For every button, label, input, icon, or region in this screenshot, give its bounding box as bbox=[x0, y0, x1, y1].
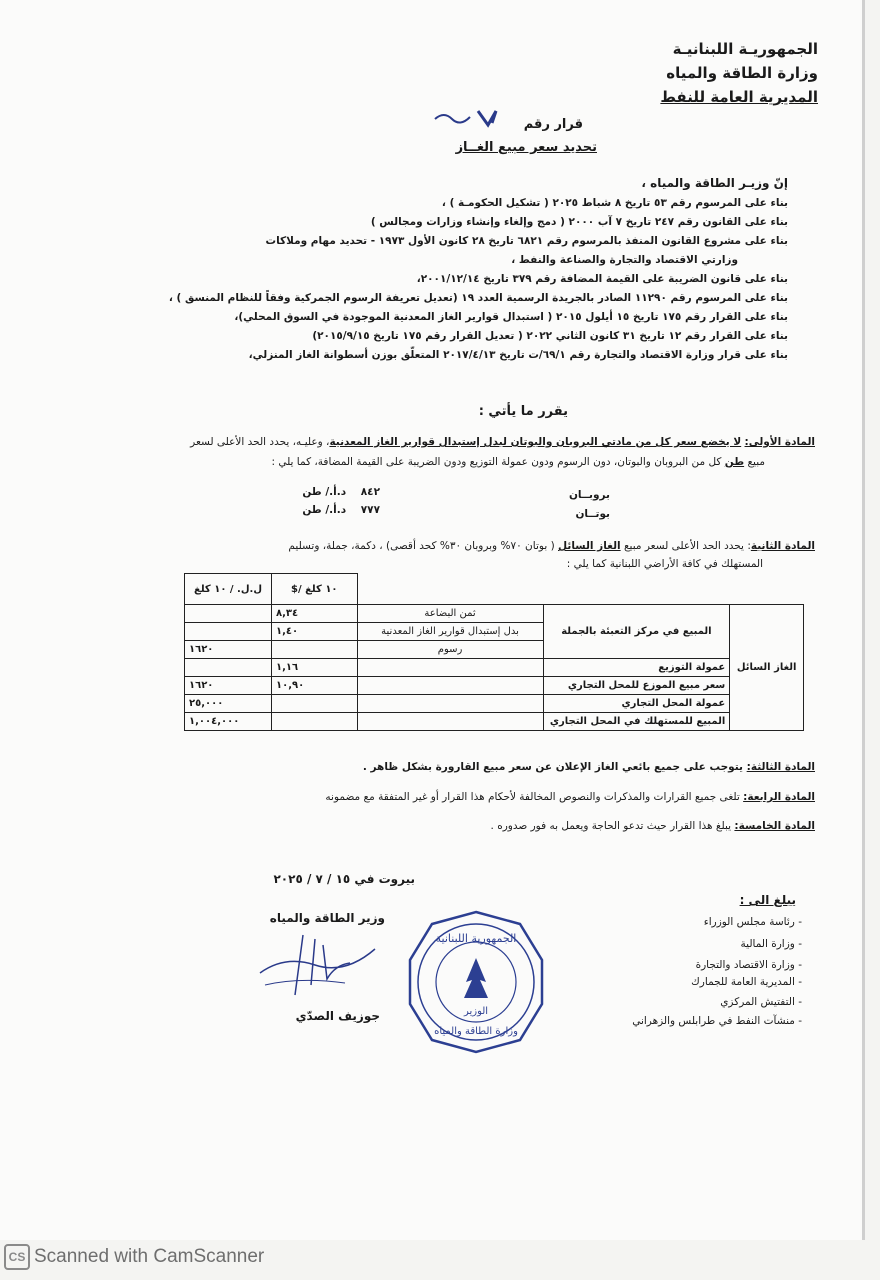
distribution-item: - وزارة الاقتصاد والتجارة bbox=[695, 959, 802, 971]
col-lbp-header: ل.ل. / ١٠ كلغ bbox=[185, 574, 272, 605]
signatory-title: وزير الطاقة والمياه bbox=[269, 911, 385, 925]
header-ministry: وزارة الطاقة والمياه bbox=[666, 64, 818, 82]
signatory-name: جوزيف الصدّي bbox=[295, 1009, 380, 1023]
article-1-line2: مبيع طن كل من البروبان والبوتان، دون الرسوم ودون عمولة التوزيع ودون الضريبة على القيمة المضافة، كما يلي : bbox=[271, 456, 765, 468]
table-row bbox=[185, 659, 804, 677]
row-usd: ١,٤٠ bbox=[272, 623, 358, 641]
preamble-line: بناء على المرسوم رقم ١١٢٩٠ الصادر بالجريدة الرسمية العدد ١٩ (تعديل تعريفة الرسوم الجمركية وفقاً للنظام المنسق ) ، bbox=[168, 292, 788, 304]
decision-subject: تحديد سعر مبيع الغــاز bbox=[455, 140, 597, 155]
preamble-line: بناء على القانون رقم ٢٤٧ تاريخ ٧ آب ٢٠٠٠ ( دمج وإلغاء وإنشاء وزارات ومجالس ) bbox=[370, 216, 788, 228]
product-butane-name: بوتــان bbox=[575, 508, 610, 520]
row-usd: ١,١٦ bbox=[272, 659, 358, 677]
product-propane-price: ٨٤٢ د.أ./ طن bbox=[302, 486, 380, 498]
row-lbp: ٢٥,٠٠٠ bbox=[185, 695, 272, 713]
camscanner-text: Scanned with CamScanner bbox=[34, 1246, 265, 1267]
row-lbp: ١,٠٠٤,٠٠٠ bbox=[185, 713, 272, 731]
decides-heading: يقرر ما يأتي : bbox=[478, 404, 568, 419]
distribution-item: - منشآت النفط في طرابلس والزهراني bbox=[632, 1015, 802, 1027]
preamble-line: بناء على مشروع القانون المنفذ بالمرسوم رقم ٦٨٢١ تاريخ ٢٨ كانون الأول ١٩٧٣ - تحديد مهام وملاكات bbox=[265, 235, 788, 247]
preamble-line: بناء على قرار وزارة الاقتصاد والتجارة رقم ٦٩/١/ت تاريخ ٢٠١٧/٤/١٣ المتعلّق بوزن أسطوانة الغاز المنزلي، bbox=[248, 349, 788, 361]
gas-group-label: الغاز السائل bbox=[730, 605, 804, 731]
row-lbp bbox=[185, 623, 272, 641]
ministry-seal bbox=[402, 908, 550, 1056]
article-1-bold-text: لا يخضع سعر كل من مادتي البروبان والبوتان لبدل إستبدال قوارير الغاز المعدنية bbox=[329, 436, 742, 448]
preamble-line: بناء على القرار رقم ١٢ تاريخ ٣١ كانون الثاني ٢٠٢٢ ( تعديل القرار رقم ١٧٥ تاريخ ٢٠١٥/٩/١٥) bbox=[312, 330, 788, 342]
row-usd bbox=[272, 713, 358, 731]
article-3-label: المادة الثالثة: bbox=[746, 761, 815, 773]
row-lbp: ١٦٢٠ bbox=[185, 641, 272, 659]
distribution-item: - رئاسة مجلس الوزراء bbox=[703, 916, 802, 928]
table-row bbox=[185, 605, 804, 623]
article-1 bbox=[190, 436, 815, 448]
article-2-label: المادة الثانية bbox=[750, 540, 815, 552]
distribution-item: - وزارة المالية bbox=[740, 938, 802, 950]
distribution-item: - التفتيش المركزي bbox=[720, 996, 802, 1008]
row-lbp bbox=[185, 659, 272, 677]
article-4: المادة الرابعة: تلغى جميع القرارات والمذكرات والنصوص المخالفة لأحكام هذا القرار أو غير المتفقة مع مضمونه bbox=[325, 791, 815, 803]
row-usd: ١٠,٩٠ bbox=[272, 677, 358, 695]
article-2: المادة الثانية: يحدد الحد الأعلى لسعر مبيع الغاز السائل ( بوتان ٧٠% وبروبان ٣٠% كحد أقصى) ، دكمة، جملة، وتسليم bbox=[288, 540, 815, 552]
distribution-title: يبلغ الى : bbox=[739, 893, 796, 907]
col-usd-header: $/ ١٠ كلغ bbox=[272, 574, 358, 605]
article-5-label: المادة الخامسة: bbox=[734, 820, 815, 832]
camscanner-icon: CS bbox=[4, 1244, 30, 1270]
article-4-label: المادة الرابعة: bbox=[743, 791, 815, 803]
article-3: المادة الثالثة: يتوجب على جميع بائعي الغاز الإعلان عن سعر مبيع القارورة بشكل ظاهر . bbox=[362, 761, 815, 773]
row-label: رسوم bbox=[357, 641, 543, 659]
article-1-ton: طن bbox=[724, 456, 745, 468]
header-directorate: المديرية العامة للنفط bbox=[660, 88, 818, 106]
article-5: المادة الخامسة: يبلغ هذا القرار حيث تدعو الحاجة ويعمل به فور صدوره . bbox=[490, 820, 815, 832]
table-row bbox=[185, 677, 804, 695]
camscanner-watermark bbox=[4, 1244, 264, 1270]
product-propane-name: بروبــان bbox=[568, 489, 610, 501]
article-1-text: ، وعليـه، يحدد الحد الأعلى لسعر bbox=[190, 436, 330, 448]
decision-number-label: قرار رقم bbox=[523, 117, 583, 132]
row-usd bbox=[272, 695, 358, 713]
svg-text:وزارة الطاقة والمياه: وزارة الطاقة والمياه bbox=[434, 1026, 518, 1037]
table-row bbox=[185, 713, 804, 731]
preamble-line: بناء على المرسوم رقم ٥٣ تاريخ ٨ شباط ٢٠٢٥ ( تشكيل الحكومـة ) ، bbox=[441, 197, 788, 209]
wholesale-label: المبيع في مركز التعبئة بالجملة bbox=[543, 605, 730, 659]
row-label: سعر مبيع الموزع للمحل التجاري bbox=[543, 677, 730, 695]
row-label: ثمن البضاعة bbox=[357, 605, 543, 623]
svg-text:الجمهورية اللبنانية: الجمهورية اللبنانية bbox=[435, 932, 517, 945]
row-lbp bbox=[185, 605, 272, 623]
article-1-label: المادة الأولى: bbox=[744, 436, 815, 448]
preamble-intro: إنّ وزيـر الطاقة والمياه ، bbox=[641, 176, 788, 190]
row-label: عمولة المحل التجاري bbox=[543, 695, 730, 713]
preamble-line: بناء على قانون الضريبة على القيمة المضافة رقم ٣٧٩ تاريخ ٢٠٠١/١٢/١٤، bbox=[416, 273, 788, 285]
place-date: بيروت في ١٥ / ٧ / ٢٠٢٥ bbox=[273, 872, 415, 886]
decision-number-handwritten bbox=[430, 105, 510, 133]
distribution-item: - المديرية العامة للجمارك bbox=[691, 976, 802, 988]
row-label: عمولة التوزيع bbox=[543, 659, 730, 677]
table-header-row bbox=[185, 574, 804, 605]
header-republic: الجمهوريـة اللبنانيـة bbox=[672, 40, 818, 58]
price-table bbox=[184, 573, 804, 731]
row-usd bbox=[272, 641, 358, 659]
row-usd: ٨,٣٤ bbox=[272, 605, 358, 623]
page-edge bbox=[862, 0, 865, 1240]
signature bbox=[255, 925, 395, 1005]
article-2-line2: المستهلك في كافة الأراضي اللبنانية كما يلي : bbox=[566, 558, 763, 570]
svg-text:الوزير: الوزير bbox=[463, 1006, 489, 1017]
row-label: بدل إستبدال قوارير الغاز المعدنية bbox=[357, 623, 543, 641]
product-butane-price: ٧٧٧ د.أ./ طن bbox=[302, 504, 380, 516]
preamble-line: وزارتي الاقتصاد والتجارة والصناعة والنفط ، bbox=[511, 254, 738, 266]
preamble-line: بناء على القرار رقم ١٧٥ تاريخ ١٥ أيلول ٢٠١٥ ( استبدال قوارير الغاز المعدنية الموجودة في السوق المحلي)، bbox=[234, 311, 788, 323]
row-label: المبيع للمستهلك في المحل التجاري bbox=[543, 713, 730, 731]
table-row bbox=[185, 695, 804, 713]
row-lbp: ١٦٢٠ bbox=[185, 677, 272, 695]
